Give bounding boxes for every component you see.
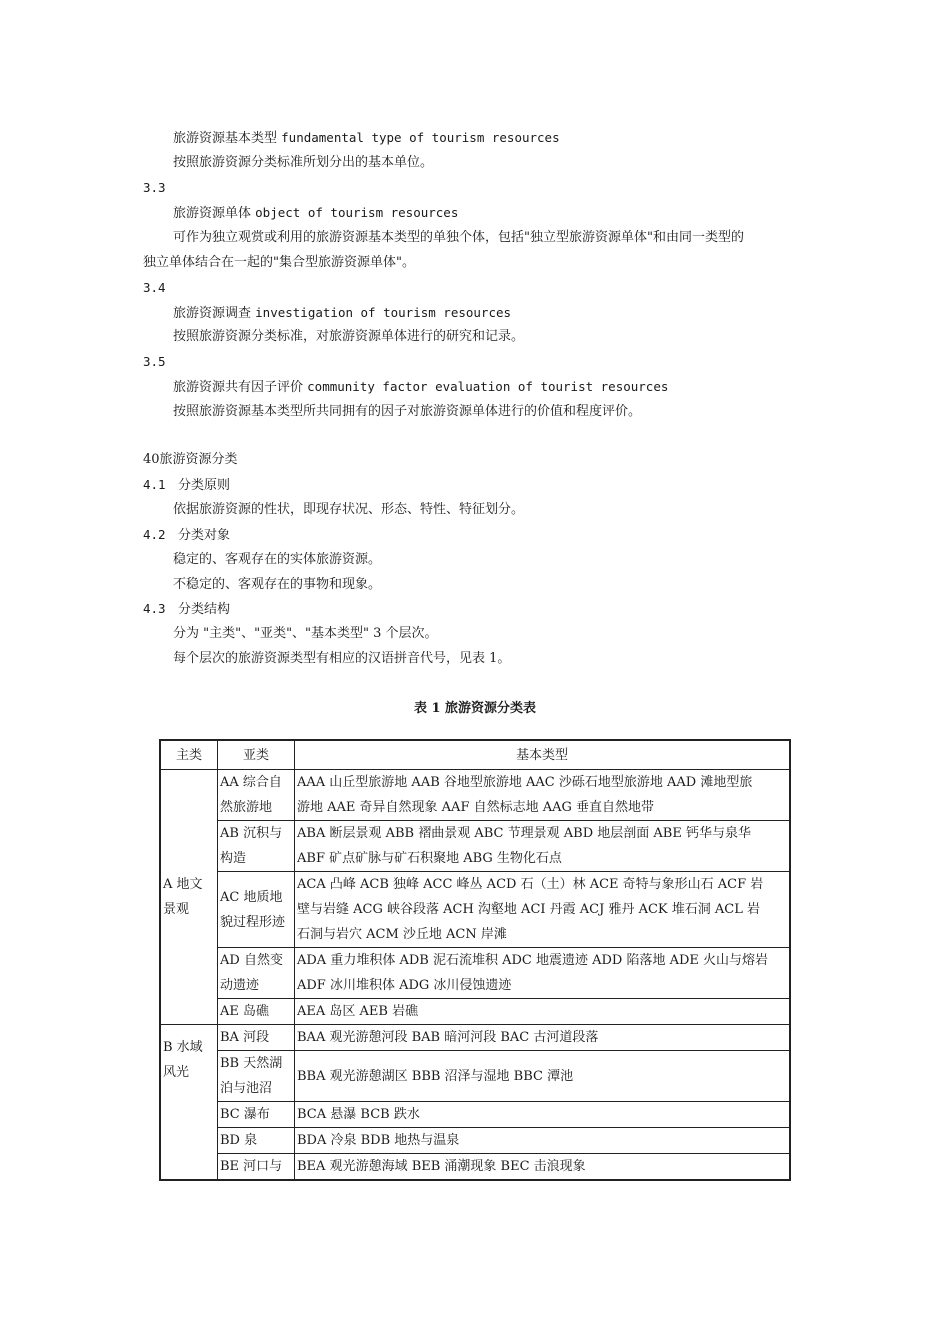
subcategory-label: BD 泉 [220,1133,258,1148]
basic-types-cell [295,1025,791,1051]
basic-types-cell [295,948,791,999]
table-row [160,770,790,821]
basic-types-text: 壁与岩缝 ACG 峡谷段落 ACH 沟壑地 ACI 丹霞 ACJ 雅丹 ACK 堆石洞 ACL 岩 [297,902,761,917]
basic-types-cell [295,770,791,821]
term-object [173,204,458,223]
section-title: 分类对象 [177,528,230,543]
basic-types-text: ADF 冰川堆积体 ADG 冰川侵蚀遗迹 [297,978,512,993]
definition: 可作为独立观赏或利用的旅游资源基本类型的单独个体，包括"独立型旅游资源单体"和由同一类型的 [173,230,744,245]
basic-types-text: BDA 冷泉 BDB 地热与温泉 [297,1133,460,1148]
header-basic-type: 基本类型 [295,740,791,770]
header-subcategory: 亚类 [218,740,295,770]
subcategory-label: AD 自然变 [220,953,283,968]
section-number: 4.1 [143,477,166,492]
subcategory-cell [218,999,295,1025]
main-category-cell [160,1025,218,1181]
definition-continued: 独立单体结合在一起的"集合型旅游资源单体"。 [143,255,415,270]
subcategory-label: BB 天然湖 [220,1056,283,1071]
basic-types-text: AAA 山丘型旅游地 AAB 谷地型旅游地 AAC 沙砾石地型旅游地 AAD 滩地型旅 [297,775,753,790]
term-zh: 旅游资源共有因子评价 [173,380,304,395]
definition: 按照旅游资源分类标准所划分出的基本单位。 [173,155,434,170]
subcategory-label: 动遗迹 [220,978,260,993]
chapter-heading: 40旅游资源分类 [143,452,238,467]
section-4-2 [143,526,230,545]
section-number: 3.5 [143,354,166,369]
subcategory-label: AB 沉积与 [220,826,283,841]
term-en: investigation of tourism resources [255,305,512,320]
header-main-category: 主类 [160,740,218,770]
section-number: 4.3 [143,601,166,616]
subcategory-cell [218,1102,295,1128]
basic-types-text: ABA 断层景观 ABB 褶曲景观 ABC 节理景观 ABD 地层剖面 ABE 钙华与泉华 [297,826,751,841]
section-text: 依据旅游资源的性状，即现存状况、形态、特性、特征划分。 [173,502,525,517]
subcategory-label: 构造 [220,851,247,866]
table-header-row [160,740,790,770]
main-category-cell [160,770,218,1025]
section-title: 分类结构 [177,602,230,617]
term-zh: 旅游资源基本类型 [173,131,278,146]
definition: 按照旅游资源基本类型所共同拥有的因子对旅游资源单体进行的价值和程度评价。 [173,404,642,419]
term-en: community factor evaluation of tourist resources [307,379,669,394]
basic-types-text: 游地 AAE 奇异自然现象 AAF 自然标志地 AAG 垂直自然地带 [297,800,655,815]
basic-types-text: ACA 凸峰 ACB 独峰 ACC 峰丛 ACD 石（土）林 ACE 奇特与象形山石 ACF 岩 [297,877,764,892]
main-category-label: 景观 [163,902,190,917]
section-number: 3.3 [143,180,166,195]
table-row [160,821,790,872]
basic-types-text: 石洞与岩穴 ACM 沙丘地 ACN 岸滩 [297,927,507,942]
section-text: 稳定的、客观存在的实体旅游资源。 [173,552,382,567]
main-category-label: A 地文 [163,877,203,892]
table-row [160,1102,790,1128]
basic-types-cell [295,1154,791,1181]
table-row [160,872,790,948]
subcategory-label: BE 河口与 [220,1159,283,1174]
term-evaluation [173,378,668,397]
table-row [160,1128,790,1154]
table-row [160,1154,790,1181]
subcategory-cell [218,1128,295,1154]
subcategory-label: BC 瀑布 [220,1107,270,1122]
subcategory-cell [218,770,295,821]
main-category-label: 风光 [163,1065,190,1080]
subcategory-label: AA 综合自 [220,775,282,790]
basic-types-text: BAA 观光游憩河段 BAB 暗河河段 BAC 古河道段落 [297,1030,599,1045]
subcategory-label: AC 地质地 [220,889,283,905]
subcategory-cell [218,1051,295,1102]
basic-types-text: BEA 观光游憩海域 BEB 涌潮现象 BEC 击浪现象 [297,1159,586,1174]
basic-types-cell [295,1128,791,1154]
basic-types-cell [295,821,791,872]
term-en: object of tourism resources [255,205,459,220]
section-title: 分类原则 [177,478,230,493]
table-caption: 表 1 旅游资源分类表 [413,701,537,716]
term-investigation [173,304,511,323]
table-row [160,1051,790,1102]
basic-types-cell [295,1102,791,1128]
subcategory-cell [218,872,295,948]
basic-types-text: AEA 岛区 AEB 岩礁 [297,1004,419,1019]
section-number: 4.2 [143,527,166,542]
subcategory-cell [218,1154,295,1181]
basic-types-text: BBA 观光游憩湖区 BBB 沼泽与湿地 BBC 潭池 [297,1068,574,1084]
subcategory-label: 然旅游地 [220,800,273,815]
subcategory-label: 泊与池沼 [220,1081,273,1096]
section-4-3 [143,600,230,619]
subcategory-cell [218,821,295,872]
term-zh: 旅游资源单体 [173,206,252,221]
basic-types-text: ABF 矿点矿脉与矿石积聚地 ABG 生物化石点 [297,851,562,866]
subcategory-cell [218,948,295,999]
basic-types-cell [295,872,791,948]
table-row [160,999,790,1025]
subcategory-label: 貌过程形迹 [220,914,286,930]
table-row [160,1025,790,1051]
basic-types-text: ADA 重力堆积体 ADB 泥石流堆积 ADC 地震遗迹 ADD 陷落地 ADE 火山与熔岩 [297,953,769,968]
subcategory-label: AE 岛礁 [220,1004,270,1019]
section-text: 每个层次的旅游资源类型有相应的汉语拼音代号，见表 1。 [173,651,511,666]
subcategory-label: BA 河段 [220,1030,270,1045]
section-4-1 [143,476,230,495]
table-row [160,948,790,999]
term-fundamental-type [173,129,560,148]
basic-types-cell [295,999,791,1025]
section-text: 分为 "主类"、"亚类"、"基本类型" 3 个层次。 [173,626,438,641]
section-text: 不稳定的、客观存在的事物和现象。 [173,577,382,592]
section-number: 3.4 [143,280,166,295]
basic-types-text: BCA 悬瀑 BCB 跌水 [297,1107,420,1122]
basic-types-cell [295,1051,791,1102]
term-en: fundamental type of tourism resources [281,130,560,145]
subcategory-cell [218,1025,295,1051]
definition: 按照旅游资源分类标准，对旅游资源单体进行的研究和记录。 [173,329,525,344]
term-zh: 旅游资源调查 [173,306,252,321]
classification-table [159,739,791,1181]
main-category-label: B 水域 [163,1040,203,1055]
